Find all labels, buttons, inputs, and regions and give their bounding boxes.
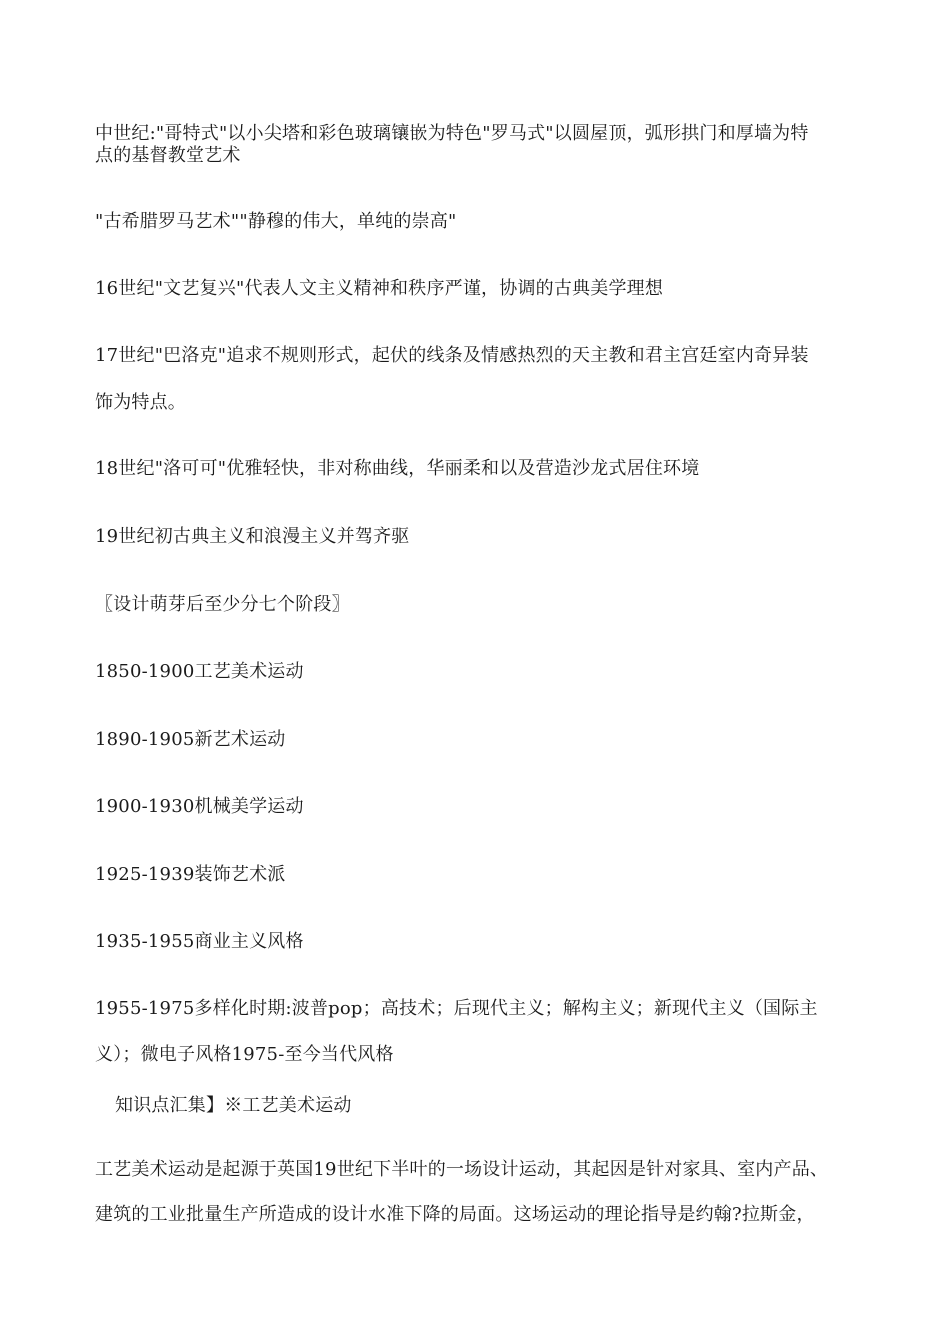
text-line-arts-crafts-desc-cont: 建筑的工业批量生产所造成的设计水准下降的局面。这场运动的理论指导是约翰?拉斯金， bbox=[95, 1204, 815, 1225]
text-line-commercial-style: 1935-1955商业主义风格 bbox=[95, 931, 304, 952]
text-line-art-nouveau: 1890-1905新艺术运动 bbox=[95, 729, 286, 750]
text-line-diversified-period: 1955-1975多样化时期:波普pop；高技术；后现代主义；解构主义；新现代主义（国际主 bbox=[95, 998, 818, 1019]
text-line-medieval: 中世纪:"哥特式"以小尖塔和彩色玻璃镶嵌为特色"罗马式"以圆屋顶，弧形拱门和厚墙为特 bbox=[95, 123, 809, 144]
text-line-greco-roman: "古希腊罗马艺术""静穆的伟大，单纯的崇高" bbox=[95, 211, 457, 232]
section-heading-stages: 〖设计萌芽后至少分七个阶段〗 bbox=[95, 594, 350, 615]
text-line-medieval-cont: 点的基督教堂艺术 bbox=[95, 145, 241, 166]
text-line-art-deco: 1925-1939装饰艺术派 bbox=[95, 864, 286, 885]
text-line-arts-crafts: 1850-1900工艺美术运动 bbox=[95, 661, 304, 682]
text-line-19th-century: 19世纪初古典主义和浪漫主义并驾齐驱 bbox=[95, 526, 410, 547]
text-line-rococo: 18世纪"洛可可"优雅轻快，非对称曲线，华丽柔和以及营造沙龙式居住环境 bbox=[95, 458, 700, 479]
text-line-renaissance: 16世纪"文艺复兴"代表人文主义精神和秩序严谨，协调的古典美学理想 bbox=[95, 278, 664, 299]
section-heading-knowledge: 知识点汇集】※工艺美术运动 bbox=[115, 1095, 352, 1116]
text-line-arts-crafts-desc: 工艺美术运动是起源于英国19世纪下半叶的一场设计运动，其起因是针对家具、室内产品、 bbox=[95, 1159, 829, 1180]
text-line-diversified-cont: 义）；微电子风格1975-至今当代风格 bbox=[95, 1044, 394, 1065]
text-line-baroque: 17世纪"巴洛克"追求不规则形式，起伏的线条及情感热烈的天主教和君主宫廷室内奇异装 bbox=[95, 345, 809, 366]
text-line-baroque-cont: 饰为特点。 bbox=[95, 392, 186, 413]
text-line-machine-aesthetic: 1900-1930机械美学运动 bbox=[95, 796, 304, 817]
